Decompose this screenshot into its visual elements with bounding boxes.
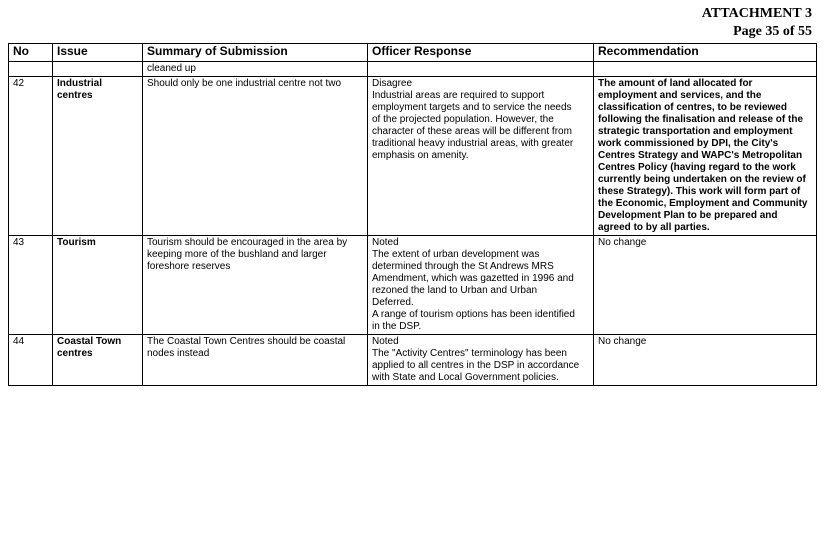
row-summary: Tourism should be encouraged in the area by keeping more of the bushland and larger foreshore reserves	[143, 236, 368, 335]
row-issue: Industrial centres	[53, 77, 143, 236]
row-no: 44	[9, 335, 53, 386]
row-recommendation: No change	[594, 236, 817, 335]
row-no: 42	[9, 77, 53, 236]
continuation-no	[9, 62, 53, 77]
row-response: Disagree Industrial areas are required to support employment targets and to service the needs of the projected population. However, the character of these areas will be different from traditional heavy industrial areas, with greater emphasis on amenity.	[368, 77, 594, 236]
header-summary: Summary of Submission	[143, 44, 368, 62]
continuation-response	[368, 62, 594, 77]
table-header-row	[9, 44, 817, 62]
continuation-recommendation	[594, 62, 817, 77]
row-summary: The Coastal Town Centres should be coastal nodes instead	[143, 335, 368, 386]
attachment-header	[702, 5, 812, 41]
row-no: 43	[9, 236, 53, 335]
continuation-row	[9, 62, 817, 77]
header-response: Officer Response	[368, 44, 594, 62]
continuation-summary: cleaned up	[143, 62, 368, 77]
header-issue: Issue	[53, 44, 143, 62]
table-row	[9, 335, 817, 386]
header-recommendation: Recommendation	[594, 44, 817, 62]
header-no: No	[9, 44, 53, 62]
row-response: Noted The "Activity Centres" terminology has been applied to all centres in the DSP in accordance with State and Local Government policies.	[368, 335, 594, 386]
page-number: Page 35 of 55	[733, 24, 812, 39]
row-response: Noted The extent of urban development was determined through the St Andrews MRS Amendment, which was gazetted in 1996 and rezoned the land to Urban and Urban Deferred. A range of tourism options has been identified in the DSP.	[368, 236, 594, 335]
row-issue: Coastal Town centres	[53, 335, 143, 386]
continuation-issue	[53, 62, 143, 77]
table-row	[9, 236, 817, 335]
row-recommendation: No change	[594, 335, 817, 386]
submissions-table	[8, 43, 817, 386]
row-recommendation: The amount of land allocated for employment and services, and the classification of centres, to be reviewed following the finalisation and release of the strategic transportation and employment work commissioned by DPI, the City's Centres Strategy and WAPC's Metropolitan Centres Policy (having regard to the work currently being undertaken on the review of these Strategy). This work will form part of the Economic, Employment and Community Development Plan to be prepared and agreed to by all parties.	[594, 77, 817, 236]
row-summary: Should only be one industrial centre not two	[143, 77, 368, 236]
table-row	[9, 77, 817, 236]
row-issue: Tourism	[53, 236, 143, 335]
attachment-label: ATTACHMENT 3	[701, 6, 812, 21]
